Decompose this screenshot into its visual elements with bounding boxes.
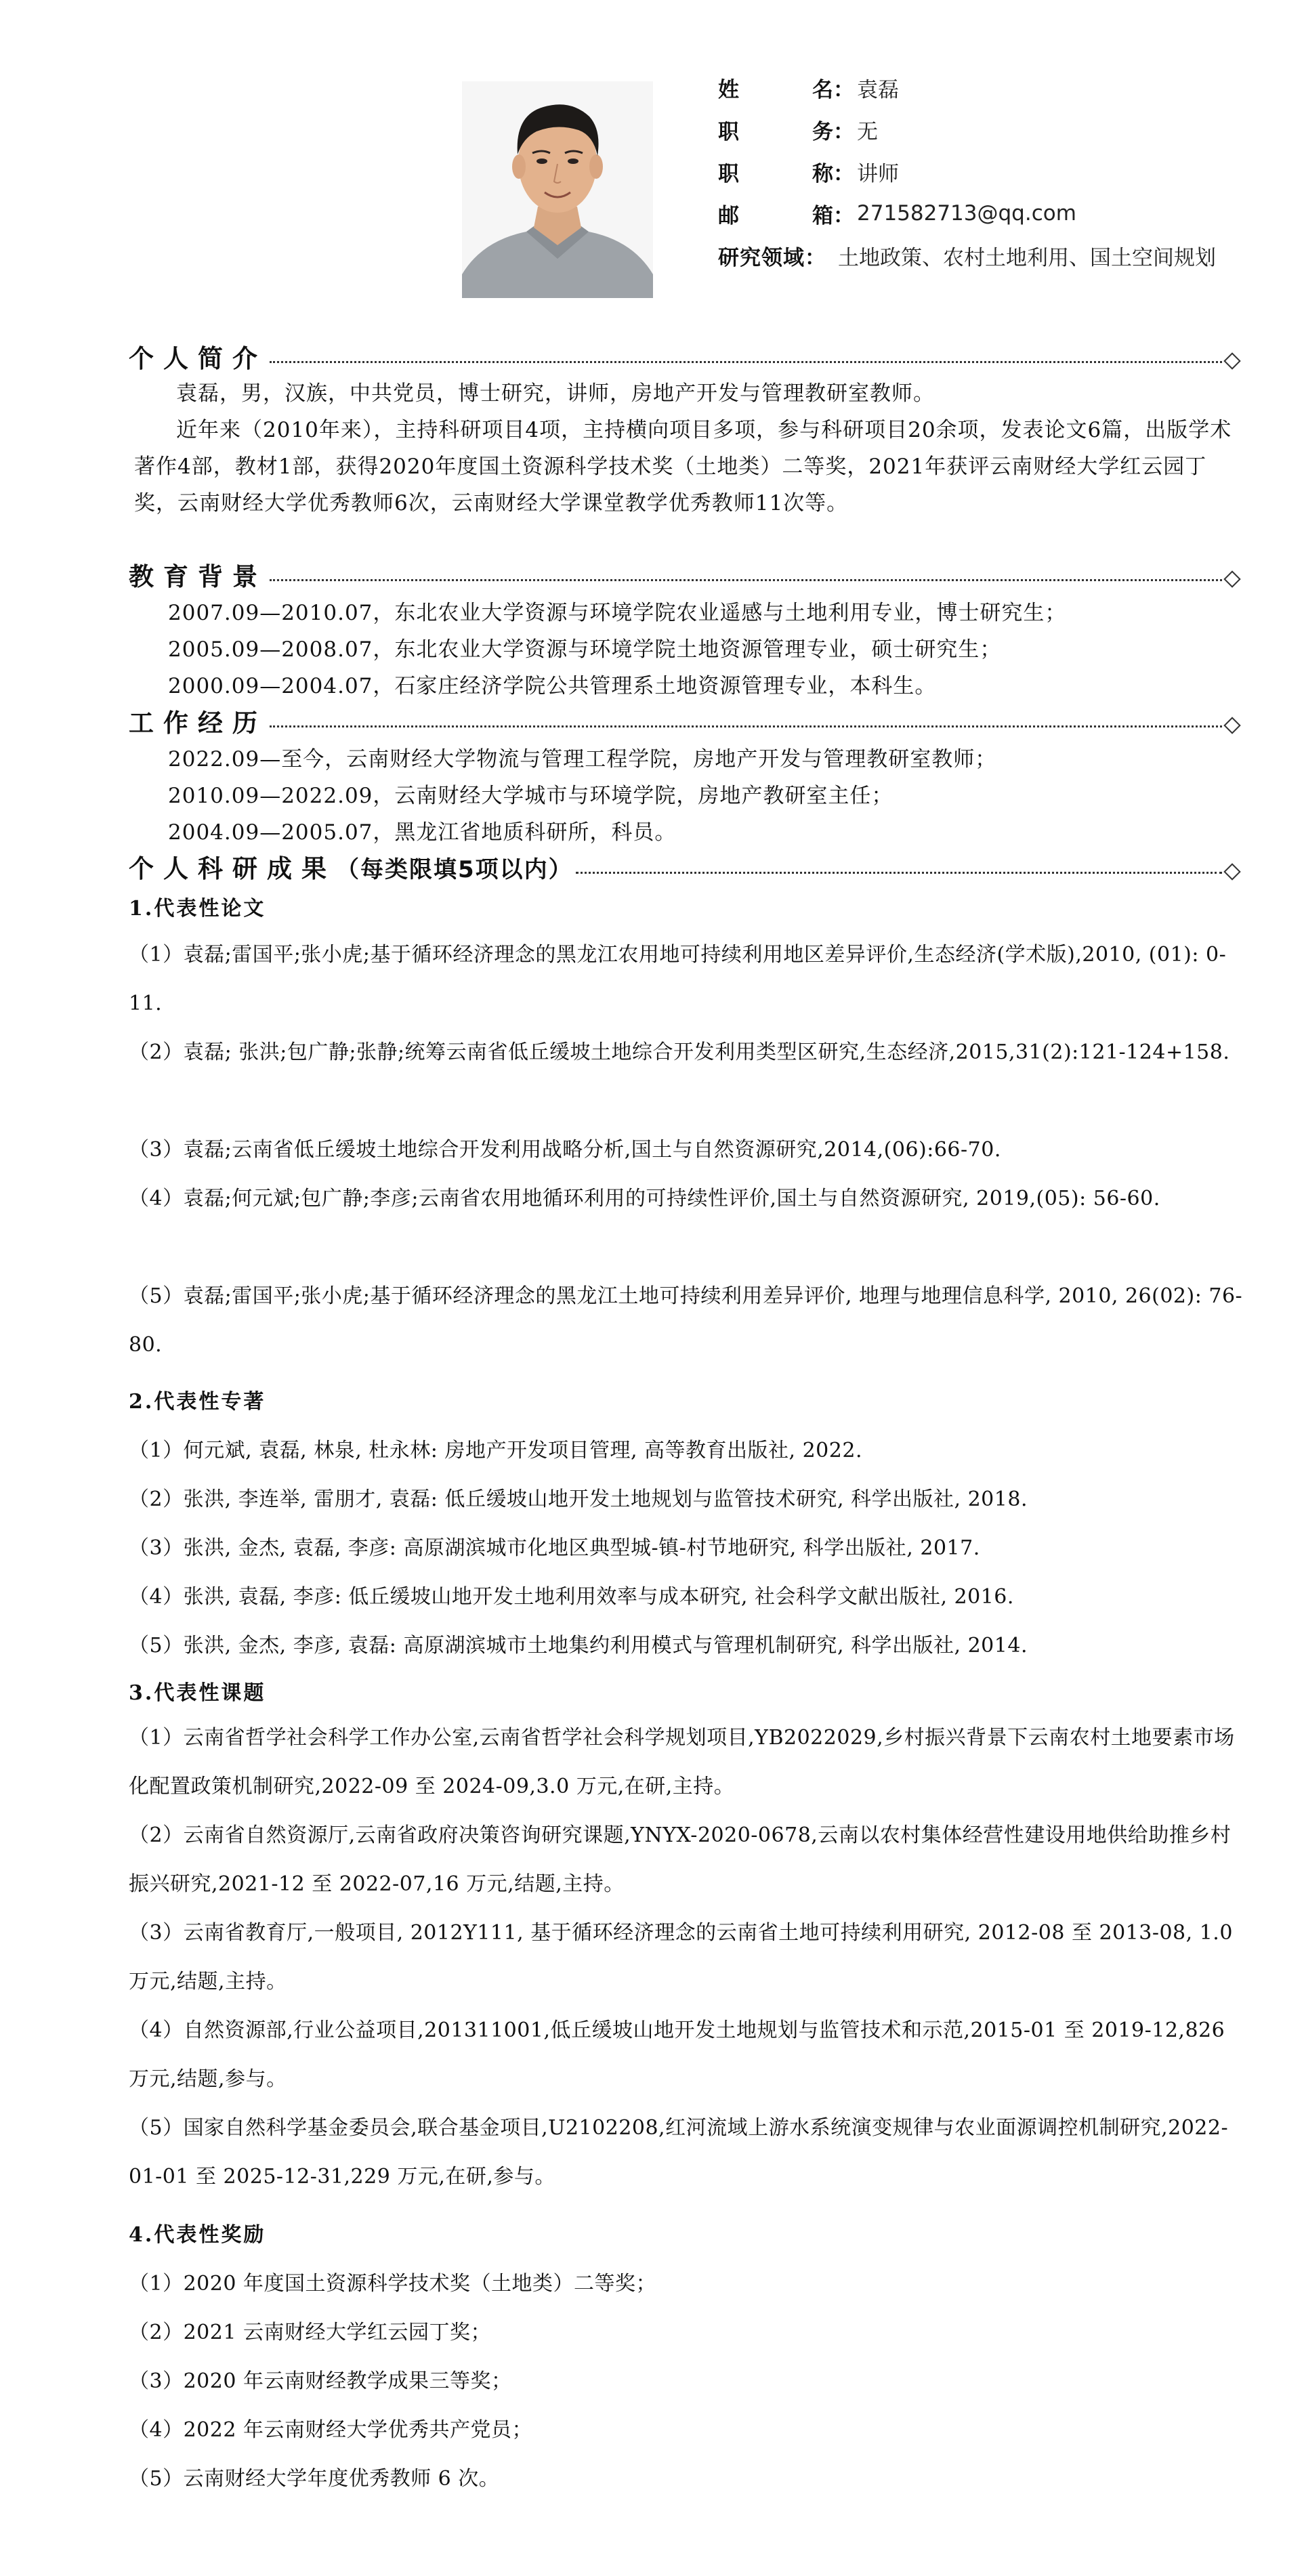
paper-item: （5）袁磊;雷国平;张小虎;基于循环经济理念的黑龙江土地可持续利用差异评价, 地理与地理信息科学, 2010, 26(02): 76-80. — [129, 1284, 1243, 1357]
project-item: （1）云南省哲学社会科学工作办公室,云南省哲学社会科学规划项目,YB2022029,乡村振兴背景下云南农村土地要素市场化配置政策机制研究,2022-09 至 2024-09,3.0 万元,在研,主持。 — [129, 1726, 1235, 1798]
awards-heading: 4.代表性奖励 — [129, 2223, 266, 2247]
education-item: 2005.09—2008.07，东北农业大学资源与环境学院土地资源管理专业，硕士研究生； — [168, 637, 1002, 662]
research-title-note: （每类限填5项以内） — [336, 856, 573, 883]
diamond-icon — [1223, 570, 1240, 587]
email-value[interactable]: 271582713@qq.com — [857, 201, 1076, 226]
field-value: 土地政策、农村土地利用、国土空间规划 — [838, 245, 1216, 270]
rank-label-char: 称 — [812, 161, 833, 186]
title-label-char: 务 — [812, 119, 833, 144]
email-label-char: 箱 — [812, 203, 833, 228]
intro-paragraph-1: 袁磊，男，汉族，中共党员，博士研究，讲师，房地产开发与管理教研室教师。 — [176, 381, 935, 406]
rank-value: 讲师 — [857, 161, 899, 186]
email-separator: ： — [833, 203, 854, 228]
project-item: （3）云南省教育厅,一般项目, 2012Y111, 基于循环经济理念的云南省土地可持续利用研究, 2012-08 至 2013-08, 1.0 万元,结题,主持。 — [129, 1921, 1233, 1993]
profile-photo — [462, 81, 653, 298]
name-value: 袁磊 — [857, 77, 899, 102]
book-item: （5）张洪, 金杰, 李彦, 袁磊: 高原湖滨城市土地集约利用模式与管理机制研究, 科学出版社, 2014. — [129, 1634, 1028, 1657]
rank-row — [718, 150, 1216, 192]
intro-paragraph-2: 近年来（2010年来），主持科研项目4项，主持横向项目多项，参与科研项目20余项，发表论文6篇，出版学术著作4部，教材1部，获得2020年度国土资源科学技术奖（土地类）二等奖，2021年获评云南财经大学红云园丁奖，云南财经大学优秀教师6次，云南财经大学课堂教学优秀教师11次等。 — [134, 418, 1232, 515]
field-label-text: 研究领域 — [718, 245, 805, 270]
rank-separator: ： — [833, 161, 854, 186]
education-item: 2007.09—2010.07，东北农业大学资源与环境学院农业遥感与土地利用专业，博士研究生； — [168, 601, 1067, 625]
profile-info — [718, 66, 1216, 276]
title-value: 无 — [857, 119, 878, 144]
project-item: （4）自然资源部,行业公益项目,201311001,低丘缓坡山地开发土地规划与监管技术和示范,2015-01 至 2019-12,826 万元,结题,参与。 — [129, 2019, 1225, 2091]
section-header-research — [129, 855, 1246, 885]
rank-label — [718, 156, 833, 187]
award-item: （4）2022 年云南财经大学优秀共产党员； — [129, 2418, 532, 2442]
title-label — [718, 114, 833, 145]
section-title-intro: 个人简介 — [129, 344, 267, 373]
name-label — [718, 72, 833, 103]
paper-item: （1）袁磊;雷国平;张小虎;基于循环经济理念的黑龙江农用地可持续利用地区差异评价,生态经济(学术版),2010, (01): 0-11. — [129, 943, 1227, 1015]
book-item: （1）何元斌, 袁磊, 林泉, 杜永林: 房地产开发项目管理, 高等教育出版社, 2022. — [129, 1439, 862, 1462]
email-label — [718, 198, 833, 229]
section-header-education — [129, 562, 1246, 592]
section-title-research — [129, 854, 573, 885]
portrait-image — [462, 81, 653, 298]
award-item: （2）2021 云南财经大学红云园丁奖； — [129, 2321, 491, 2344]
project-item: （5）国家自然科学基金委员会,联合基金项目,U2102208,红河流域上游水系统演变规律与农业面源调控机制研究,2022-01-01 至 2025-12-31,229 万元,在研,参与。 — [129, 2116, 1229, 2189]
email-label-char: 邮 — [718, 203, 739, 228]
section-header-intro — [129, 344, 1246, 374]
book-item: （4）张洪, 袁磊, 李彦: 低丘缓坡山地开发土地利用效率与成本研究, 社会科学文献出版社, 2016. — [129, 1585, 1014, 1609]
work-item: 2022.09—至今，云南财经大学物流与管理工程学院，房地产开发与管理教研室教师； — [168, 747, 997, 772]
diamond-icon — [1223, 863, 1240, 880]
email-row — [718, 192, 1216, 234]
section-header-work — [129, 709, 1246, 738]
projects-heading: 3.代表性课题 — [129, 1681, 266, 1705]
work-item: 2010.09—2022.09，云南财经大学城市与环境学院，房地产教研室主任； — [168, 784, 893, 808]
section-title-work: 工作经历 — [129, 709, 267, 738]
diamond-icon — [1223, 352, 1240, 369]
section-title-education: 教育背景 — [129, 562, 267, 591]
project-item: （2）云南省自然资源厅,云南省政府决策咨询研究课题,YNYX-2020-0678,云南以农村集体经营性建设用地供给助推乡村振兴研究,2021-12 至 2022-07,16 万元,结题,主持。 — [129, 1823, 1232, 1896]
section-divider — [270, 361, 1222, 363]
work-item: 2004.09—2005.07，黑龙江省地质科研所，科员。 — [168, 820, 677, 845]
award-item: （1）2020 年度国土资源科学技术奖（土地类）二等奖； — [129, 2272, 656, 2296]
section-divider — [270, 579, 1222, 581]
name-separator: ： — [833, 77, 854, 102]
book-item: （2）张洪, 李连举, 雷朋才, 袁磊: 低丘缓坡山地开发土地规划与监管技术研究, 科学出版社, 2018. — [129, 1487, 1028, 1511]
diamond-icon — [1223, 717, 1240, 734]
field-label — [718, 240, 805, 271]
title-label-char: 职 — [718, 119, 739, 144]
name-label-char: 名 — [812, 77, 833, 102]
paper-item: （3）袁磊;云南省低丘缓坡土地综合开发利用战略分析,国土与自然资源研究,2014,(06):66-70. — [129, 1138, 1001, 1162]
book-item: （3）张洪, 金杰, 袁磊, 李彦: 高原湖滨城市化地区典型城-镇-村节地研究, 科学出版社, 2017. — [129, 1536, 980, 1560]
books-heading: 2.代表性专著 — [129, 1390, 266, 1414]
papers-heading: 1.代表性论文 — [129, 897, 266, 921]
field-row — [718, 234, 1216, 276]
education-item: 2000.09—2004.07，石家庄经济学院公共管理系土地资源管理专业，本科生。 — [168, 674, 937, 698]
title-row — [718, 108, 1216, 150]
section-divider — [270, 725, 1222, 727]
rank-label-char: 职 — [718, 161, 739, 186]
name-row — [718, 66, 1216, 108]
award-item: （5）云南财经大学年度优秀教师 6 次。 — [129, 2467, 500, 2491]
paper-item: （2）袁磊; 张洪;包广静;张静;统筹云南省低丘缓坡土地综合开发利用类型区研究,生态经济,2015,31(2):121-124+158. — [129, 1040, 1230, 1064]
field-separator: ： — [805, 245, 826, 270]
paper-item: （4）袁磊;何元斌;包广静;李彦;云南省农用地循环利用的可持续性评价,国土与自然资源研究, 2019,(05): 56-60. — [129, 1187, 1160, 1210]
award-item: （3）2020 年云南财经教学成果三等奖； — [129, 2369, 512, 2393]
section-divider — [576, 872, 1222, 874]
name-label-char: 姓 — [718, 77, 739, 102]
research-title-text: 个人科研成果 — [129, 854, 336, 883]
title-separator: ： — [833, 119, 854, 144]
